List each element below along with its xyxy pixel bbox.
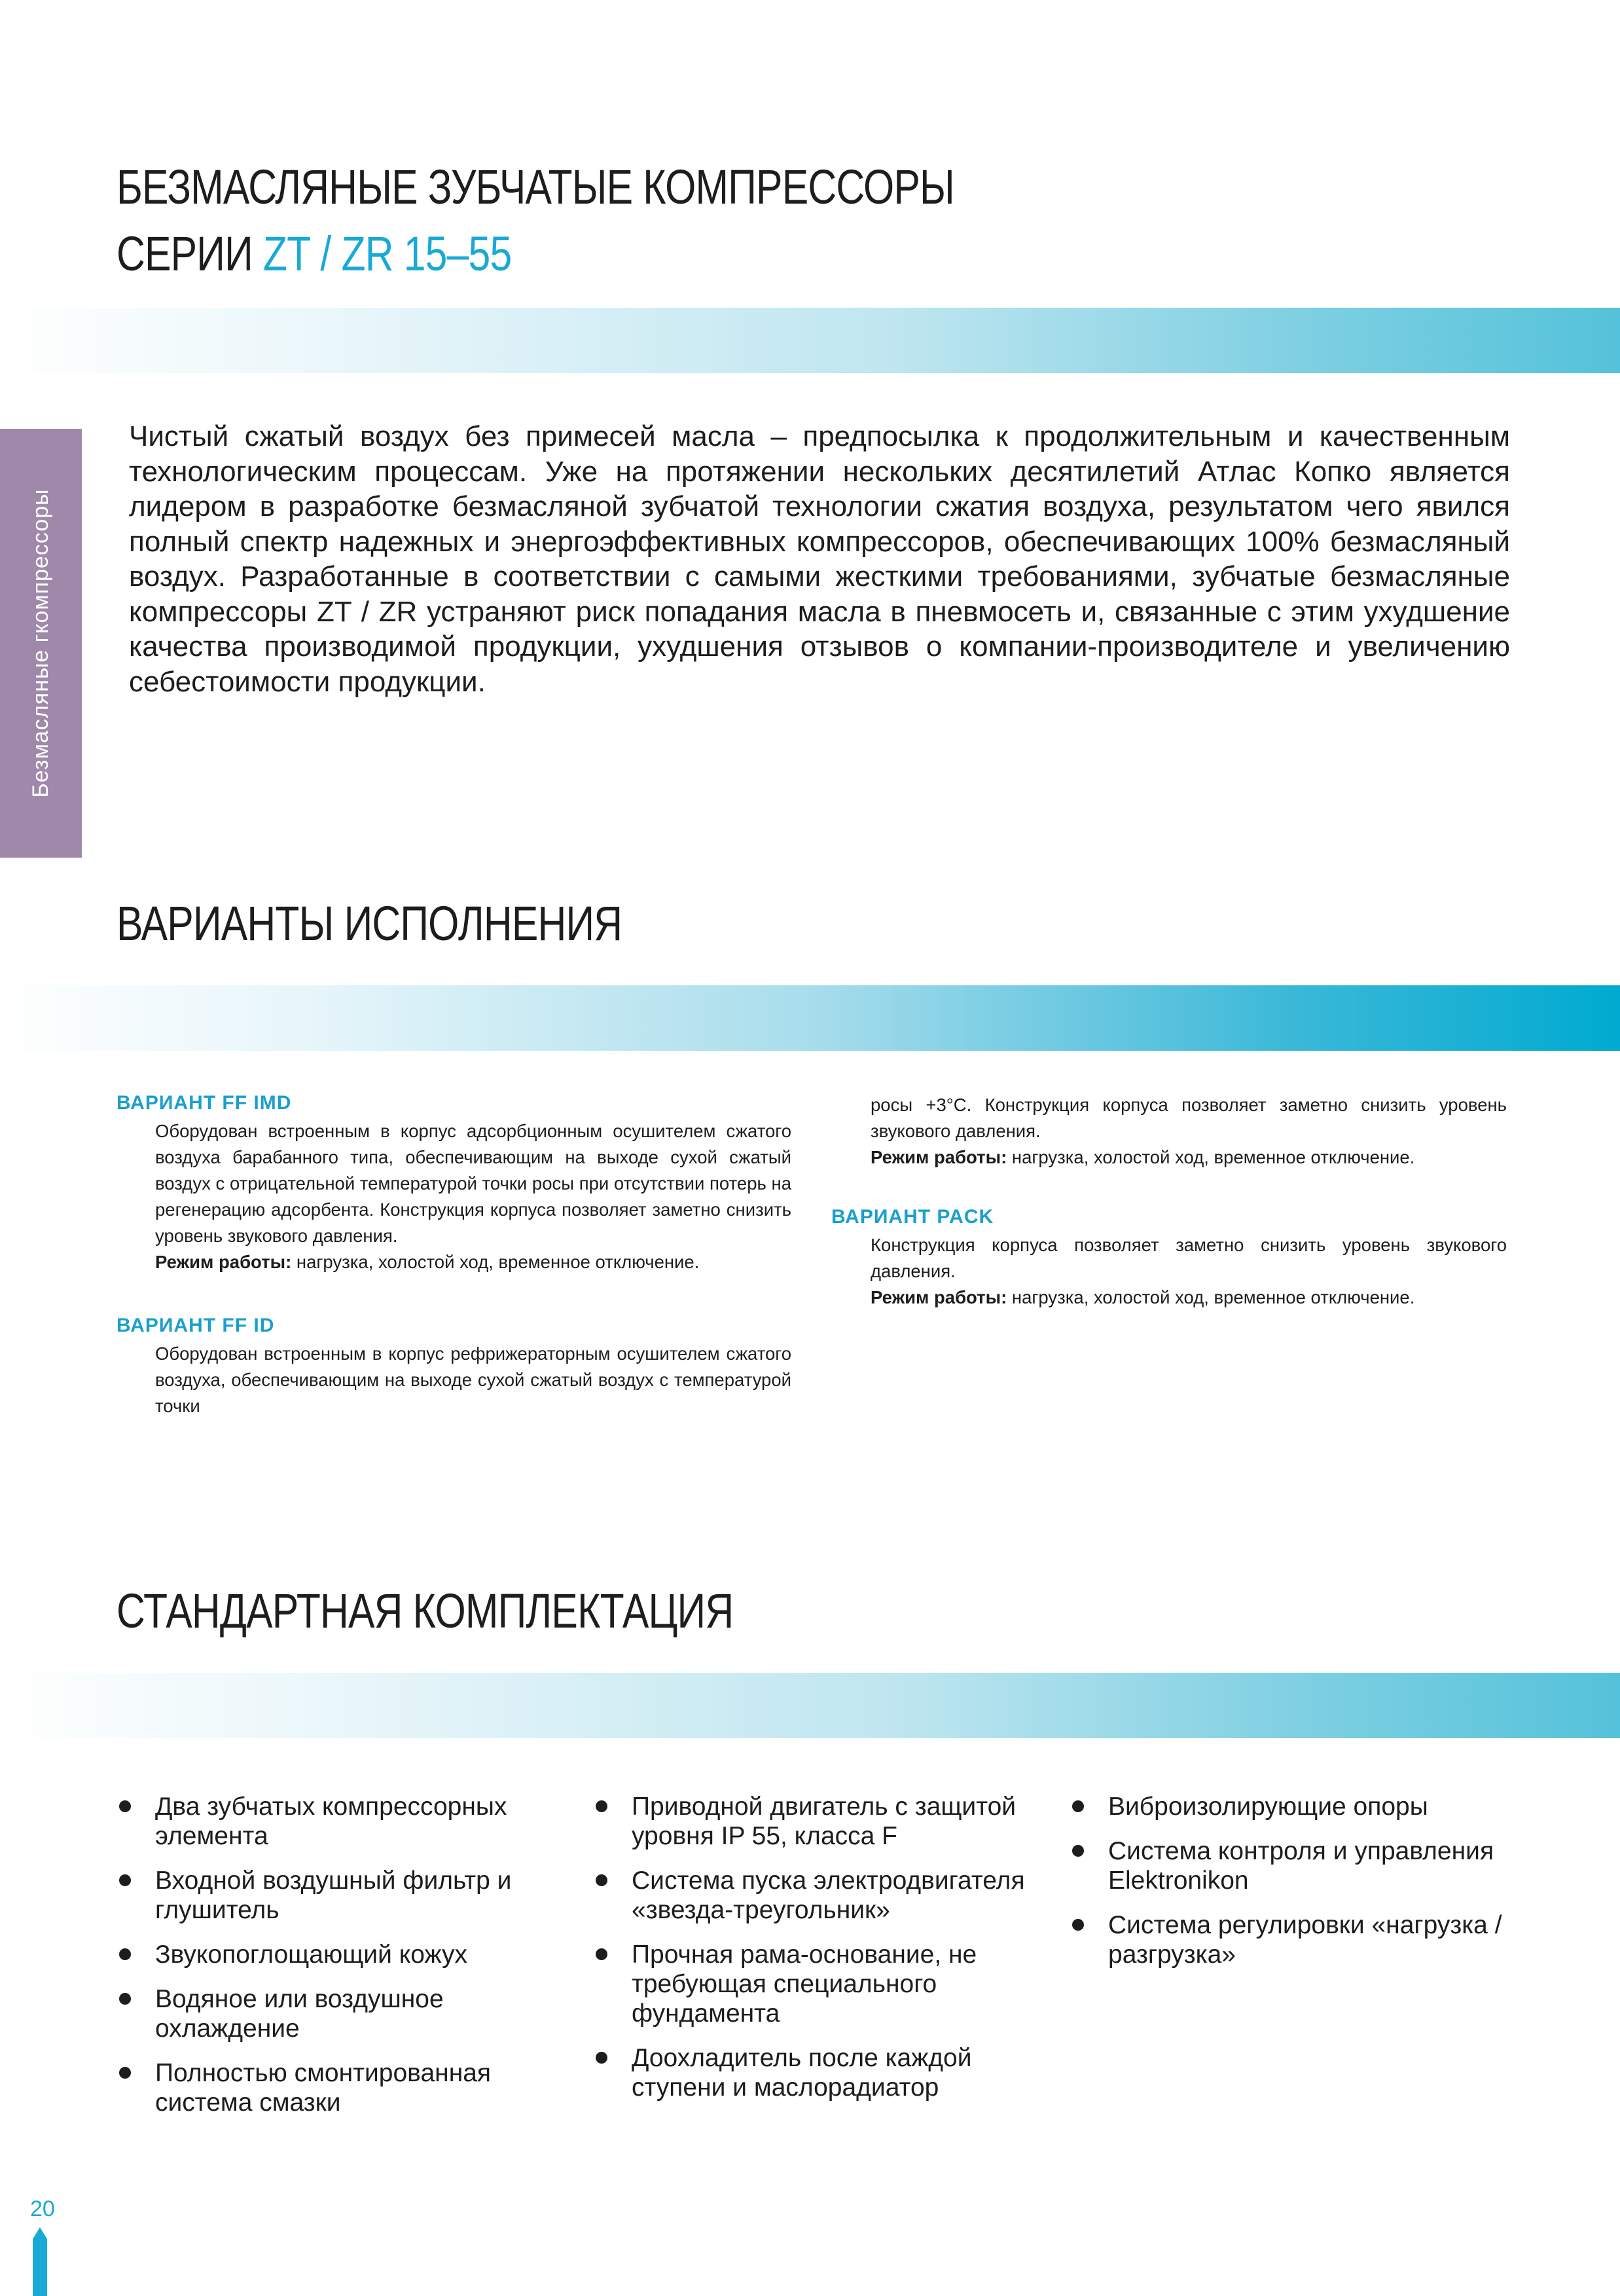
title-prefix: СЕРИИ <box>117 227 263 281</box>
page-marker-tip <box>33 2227 47 2239</box>
variant-pack-mode <box>871 1285 1507 1311</box>
intro-paragraph: Чистый сжатый воздух без примесей масла – предпосылка к продолжительным и качественным технологическим процессам. Уже на протяжении нескольких десятилетий Атлас Копко является лидером в разработке безмасляной зубчатой технологии сжатия воздуха, результатом чего явился полный спектр надежных и энергоэффективных компрессоров, обеспечивающих 100% безмасляный воздух. Разработанные в соответствии с самыми жесткими требованиями, зубчатые безмасляные компрессоры ZT / ZR устраняют риск попадания масла в пневмосеть и, связанные с этим ухудшение качества производимой продукции, ухудшения отзывов о компании-производителе и увеличению себестоимости продукции. <box>129 420 1510 698</box>
page-title-line2 <box>117 221 954 287</box>
list-item: Система регулировки «нагрузка / разгрузка» <box>1108 1910 1553 1969</box>
title-series-accent: ZT / ZR 15–55 <box>262 227 512 281</box>
variants-gradient-band <box>0 985 1620 1051</box>
list-item: Водяное или воздушное охлаждение <box>155 1984 561 2043</box>
variant-ff-imd-description: Оборудован встроенным в корпус адсорбционным осушителем сжатого воздуха барабанного типа, обеспечивающим на выходе сухой сжатый воздух с отрицательной температурой точки росы при отсутствии потерь на регенерацию адсорбента. Конструкция корпуса позволяет заметно снизить уровень звукового давления. <box>155 1121 791 1246</box>
list-item: Звукопоглощающий кожух <box>155 1940 561 1969</box>
variant-ff-id-body-continued <box>871 1092 1507 1171</box>
list-item: Система контроля и управления Elektronikon <box>1108 1836 1553 1895</box>
mode-label: Режим работы: <box>871 1147 1007 1167</box>
list-item: Система пуска электродвигателя «звезда-треугольник» <box>632 1866 1037 1925</box>
list-item: Прочная рама-основание, не требующая специального фундамента <box>632 1940 1037 2028</box>
variant-ff-imd-mode <box>155 1249 791 1275</box>
mode-value: нагрузка, холостой ход, временное отключение. <box>291 1252 700 1272</box>
variant-pack-description: Конструкция корпуса позволяет заметно снизить уровень звукового давления. <box>871 1235 1507 1281</box>
standard-section-title: СТАНДАРТНАЯ КОМПЛЕКТАЦИЯ <box>117 1584 734 1638</box>
mode-value: нагрузка, холостой ход, временное отключение. <box>1007 1287 1415 1307</box>
variant-pack-body <box>871 1232 1507 1311</box>
mode-value: нагрузка, холостой ход, временное отключение. <box>1007 1147 1415 1167</box>
list-item: Полностью смонтированная система смазки <box>155 2058 561 2117</box>
header-gradient-band <box>0 308 1620 373</box>
page-title-line1: БЕЗМАСЛЯНЫЕ ЗУБЧАТЫЕ КОМПРЕССОРЫ <box>117 160 954 214</box>
page-number: 20 <box>30 2196 55 2221</box>
page-marker-bar <box>33 2239 47 2296</box>
variant-ff-id-body-part1: Оборудован встроенным в корпус рефрижераторным осушителем сжатого воздуха, обеспечивающим на выходе сухой сжатый воздух с температурой точки <box>155 1343 791 1416</box>
list-item: Доохладитель после каждой ступени и маслорадиатор <box>632 2043 1037 2102</box>
variant-ff-id-heading: ВАРИАНТ FF ID <box>117 1315 275 1336</box>
standard-gradient-band <box>0 1673 1620 1738</box>
mode-label: Режим работы: <box>871 1287 1007 1307</box>
variant-ff-imd-body <box>155 1118 791 1275</box>
variant-ff-id-description-continued: росы +3°С. Конструкция корпуса позволяет заметно снизить уровень звукового давления. <box>871 1095 1507 1141</box>
variant-pack-heading: ВАРИАНТ PACK <box>831 1206 994 1228</box>
variant-ff-id-mode <box>871 1144 1507 1171</box>
list-item: Приводной двигатель с защитой уровня IP 55, класса F <box>632 1792 1037 1851</box>
list-item: Входной воздушный фильтр и глушитель <box>155 1866 561 1925</box>
side-section-tab <box>0 429 82 858</box>
standard-list-col3 <box>1108 1792 1553 1984</box>
standard-list-col1 <box>155 1792 561 2132</box>
page-title <box>117 154 954 287</box>
variant-ff-imd-heading: ВАРИАНТ FF IMD <box>117 1092 292 1114</box>
list-item: Виброизолирующие опоры <box>1108 1792 1553 1821</box>
variants-section-title: ВАРИАНТЫ ИСПОЛНЕНИЯ <box>117 896 622 951</box>
side-tab-label: Безмасляные гкомпрессоры <box>28 488 53 798</box>
mode-label: Режим работы: <box>155 1252 292 1272</box>
standard-list-col2 <box>632 1792 1037 2117</box>
list-item: Два зубчатых компрессорных элемента <box>155 1792 561 1851</box>
